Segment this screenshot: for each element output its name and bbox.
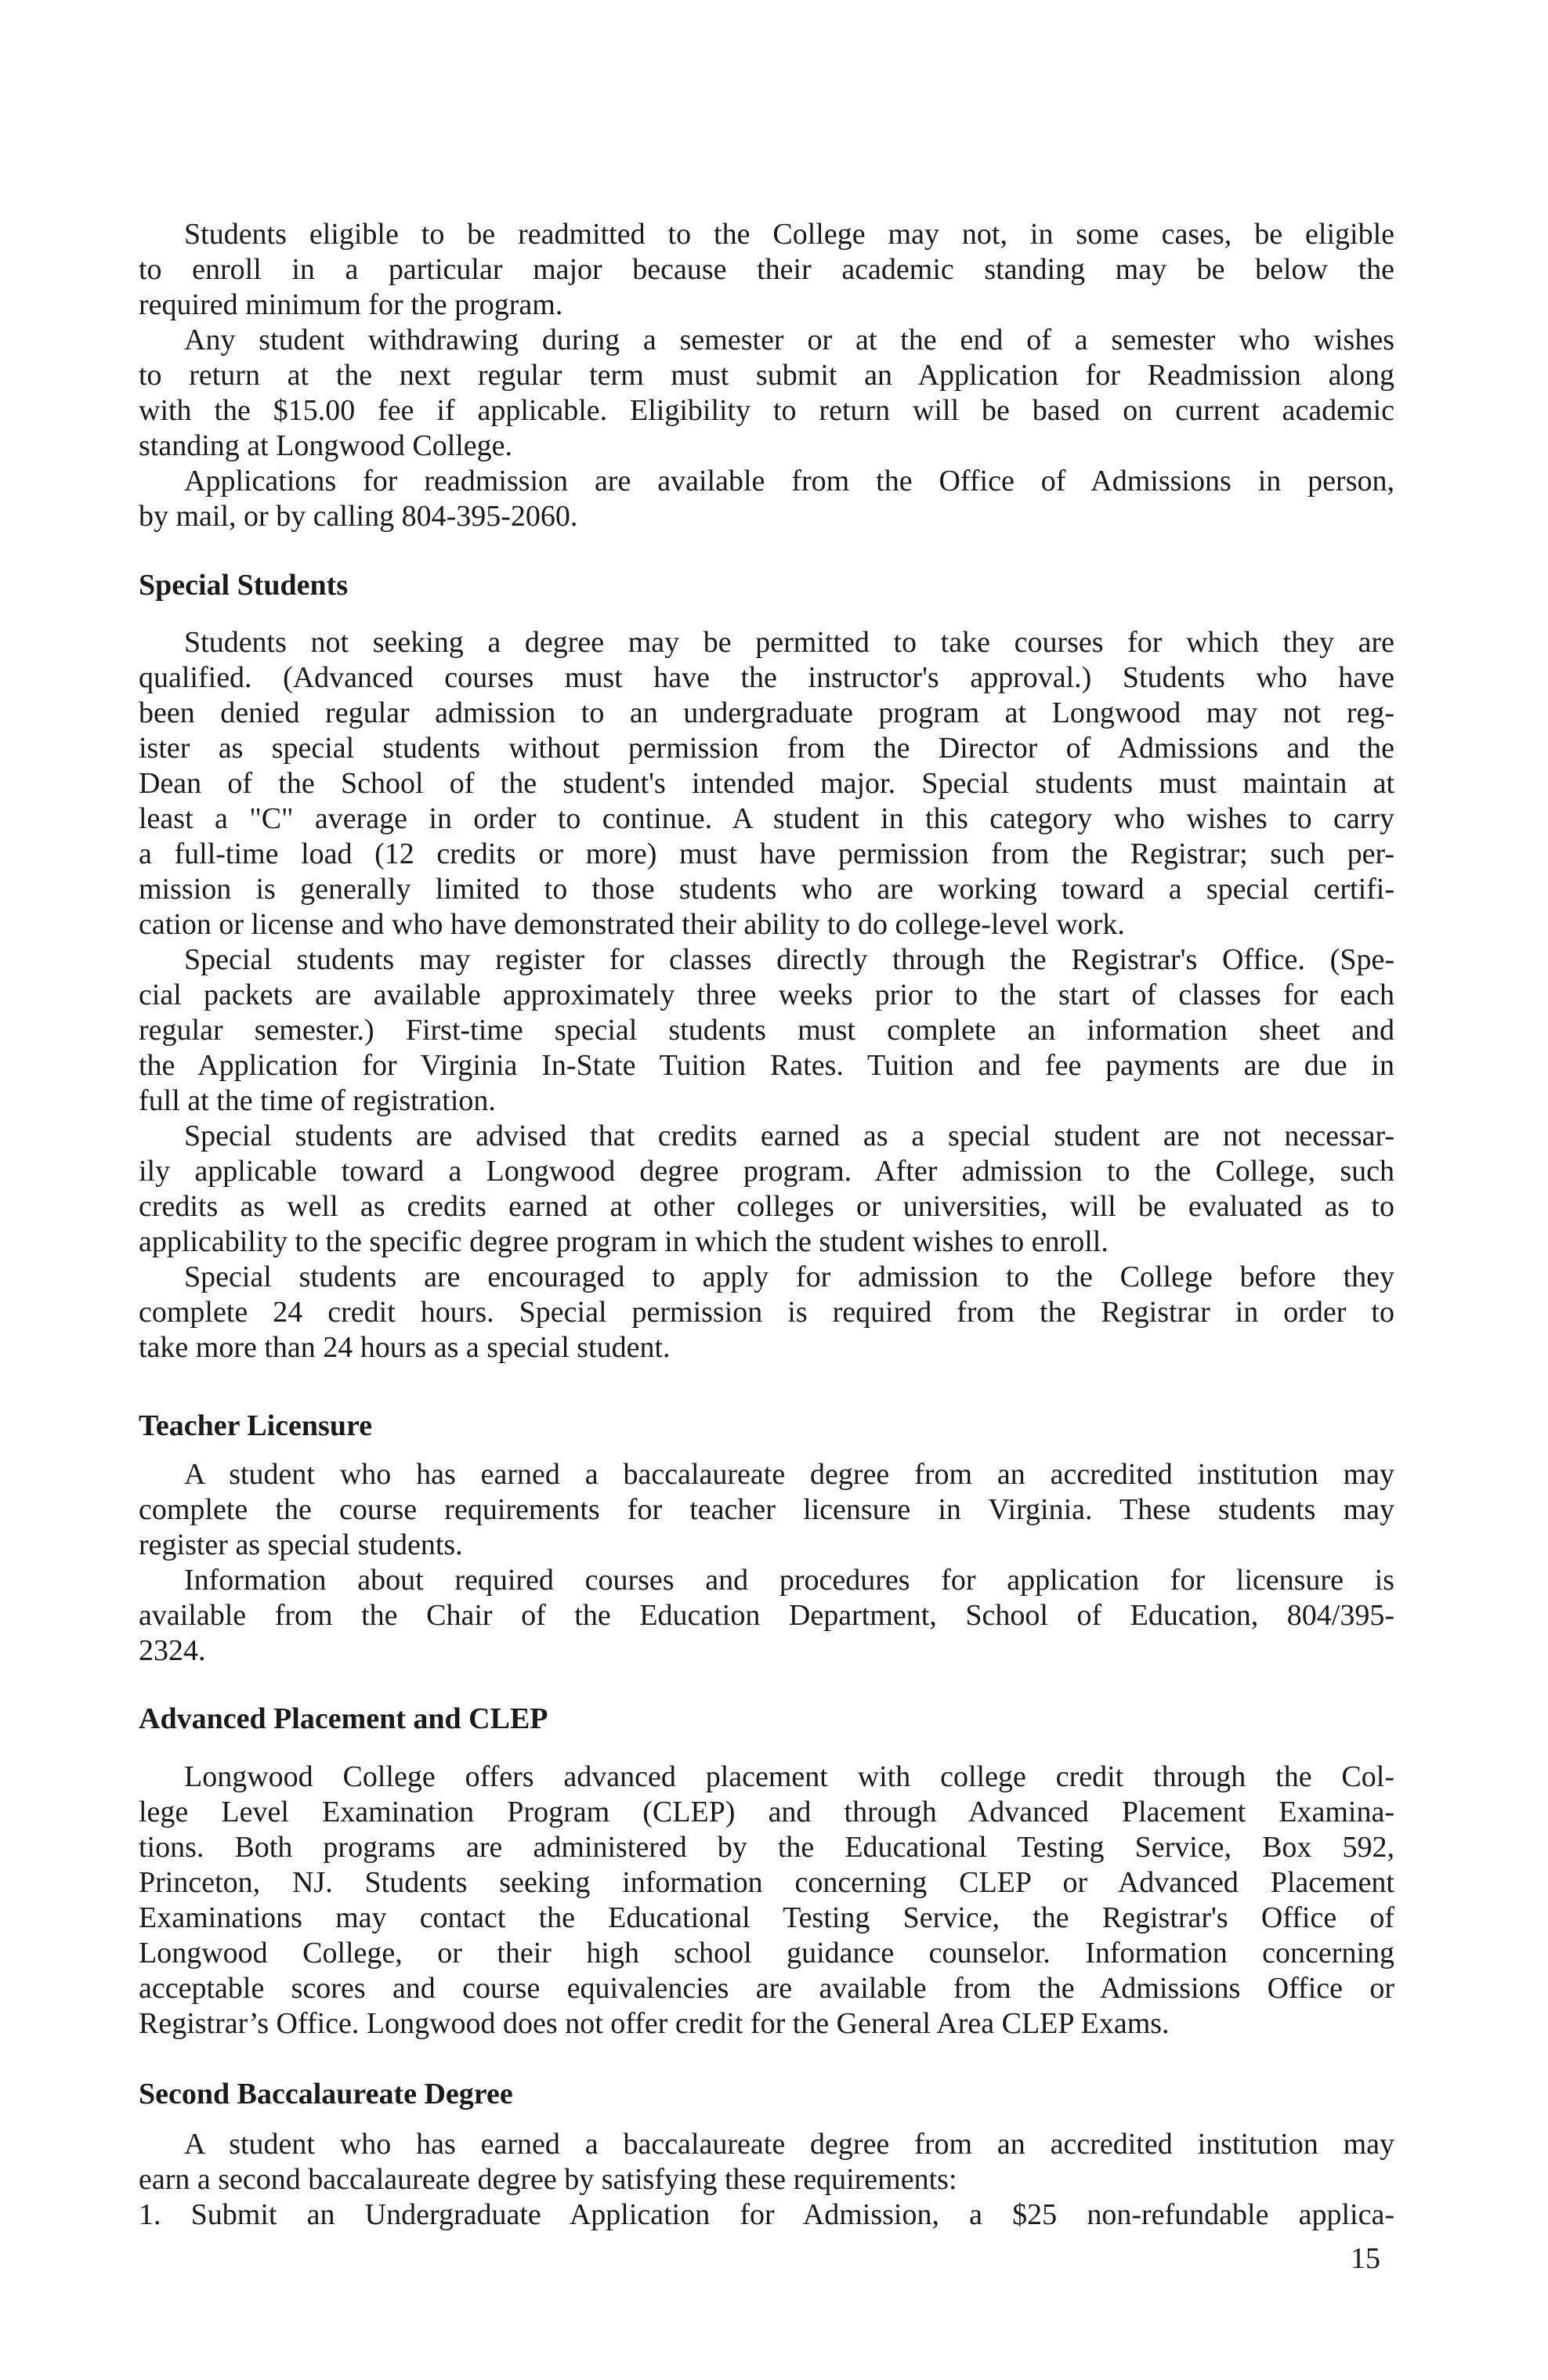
text-line: Dean of the School of the student's intended major. Special students must maintain at [139, 767, 1394, 800]
text-line: Applications for readmission are available from the Office of Admissions in person, [184, 465, 1394, 497]
text-line: cial packets are available approximately three weeks prior to the start of classes for each [139, 978, 1394, 1011]
text-line: Special students are advised that credits earned as a special student are not necessar- [184, 1119, 1394, 1152]
text-line: regular semester.) First-time special students must complete an information sheet and [139, 1014, 1394, 1047]
text-line: required minimum for the program. [139, 288, 563, 321]
text-line: to return at the next regular term must submit an Application for Readmission along [139, 359, 1394, 392]
page-number: 15 [1351, 2242, 1380, 2275]
paragraph [139, 625, 1394, 942]
text-line: Examinations may contact the Educational Testing Service, the Registrar's Office of [139, 1901, 1394, 1934]
paragraph [139, 323, 1394, 464]
text-line: complete 24 credit hours. Special permission is required from the Registrar in order to [139, 1296, 1394, 1329]
teacher-licensure-body [139, 1457, 1394, 1669]
paragraph [139, 1260, 1394, 1365]
text-line: tions. Both programs are administered by the Educational Testing Service, Box 592, [139, 1831, 1394, 1864]
text-line: lege Level Examination Program (CLEP) and through Advanced Placement Examina- [139, 1796, 1394, 1828]
text-line: mission is generally limited to those students who are working toward a special certifi- [139, 873, 1394, 906]
text-line: take more than 24 hours as a special student. [139, 1331, 671, 1364]
text-line: by mail, or by calling 804-395-2060. [139, 500, 578, 533]
text-line: a full-time load (12 credits or more) must have permission from the Registrar; such per- [139, 837, 1394, 870]
text-line: been denied regular admission to an undergraduate program at Longwood may not reg- [139, 696, 1394, 729]
heading-advanced-placement: Advanced Placement and CLEP [139, 1702, 548, 1735]
text-line: ily applicable toward a Longwood degree program. After admission to the College, such [139, 1155, 1394, 1188]
text-line: qualified. (Advanced courses must have the instructor's approval.) Students who have [139, 661, 1394, 694]
text-line: applicability to the specific degree program in which the student wishes to enroll. [139, 1225, 1109, 1258]
heading-special-students: Special Students [139, 569, 349, 602]
text-line: 2324. [139, 1634, 206, 1667]
text-line: Longwood College, or their high school guidance counselor. Information concerning [139, 1937, 1394, 1969]
text-line: Longwood College offers advanced placement with college credit through the Col- [184, 1760, 1394, 1793]
text-line: Students not seeking a degree may be permitted to take courses for which they are [184, 626, 1394, 659]
advanced-placement-body [139, 1760, 1394, 2042]
text-line: Registrar’s Office. Longwood does not offer credit for the General Area CLEP Exams. [139, 2007, 1170, 2040]
paragraph [139, 464, 1394, 534]
text-line: standing at Longwood College. [139, 429, 513, 462]
text-line: earn a second baccalaureate degree by satisfying these requirements: [139, 2163, 957, 2196]
text-line: A student who has earned a baccalaureate degree from an accredited institution may [184, 1458, 1394, 1491]
paragraph [139, 2127, 1394, 2197]
text-line: available from the Chair of the Education Department, School of Education, 804/395- [139, 1599, 1394, 1632]
text-line: Special students may register for classes directly through the Registrar's Office. (Spe- [184, 943, 1394, 976]
paragraph [139, 1760, 1394, 2042]
text-line: cation or license and who have demonstrated their ability to do college-level work. [139, 908, 1125, 941]
text-line: credits as well as credits earned at other colleges or universities, will be evaluated as to [139, 1190, 1394, 1223]
text-line: least a "C" average in order to continue. A student in this category who wishes to carry [139, 802, 1394, 835]
paragraph [139, 1119, 1394, 1260]
text-line: Information about required courses and procedures for application for licensure is [184, 1564, 1394, 1597]
text-line: full at the time of registration. [139, 1084, 496, 1117]
text-line: complete the course requirements for teacher licensure in Virginia. These students may [139, 1493, 1394, 1526]
second-baccalaureate-body [139, 2127, 1394, 2233]
text-line: 1. Submit an Undergraduate Application for Admission, a $25 non-refundable applica- [139, 2198, 1394, 2231]
text-line: acceptable scores and course equivalencies are available from the Admissions Office or [139, 1972, 1394, 2005]
text-line: Any student withdrawing during a semester or at the end of a semester who wishes [184, 324, 1394, 356]
text-line: Students eligible to be readmitted to the College may not, in some cases, be eligible [184, 218, 1394, 251]
paragraph [139, 942, 1394, 1119]
text-line: ister as special students without permission from the Director of Admissions and the [139, 732, 1394, 765]
text-line: register as special students. [139, 1528, 463, 1561]
paragraph [139, 2197, 1394, 2233]
text-line: Special students are encouraged to apply for admission to the College before they [184, 1261, 1394, 1293]
text-line: the Application for Virginia In-State Tuition Rates. Tuition and fee payments are due in [139, 1049, 1394, 1082]
paragraph [139, 1457, 1394, 1563]
special-students-body [139, 625, 1394, 1365]
heading-teacher-licensure: Teacher Licensure [139, 1409, 373, 1442]
paragraph [139, 217, 1394, 323]
heading-second-baccalaureate: Second Baccalaureate Degree [139, 2078, 513, 2111]
text-line: to enroll in a particular major because their academic standing may be below the [139, 253, 1394, 286]
paragraph [139, 1563, 1394, 1669]
text-line: with the $15.00 fee if applicable. Eligibility to return will be based on current academic [139, 394, 1394, 427]
text-line: Princeton, NJ. Students seeking information concerning CLEP or Advanced Placement [139, 1866, 1394, 1899]
intro-body [139, 217, 1394, 534]
text-line: A student who has earned a baccalaureate degree from an accredited institution may [184, 2128, 1394, 2161]
